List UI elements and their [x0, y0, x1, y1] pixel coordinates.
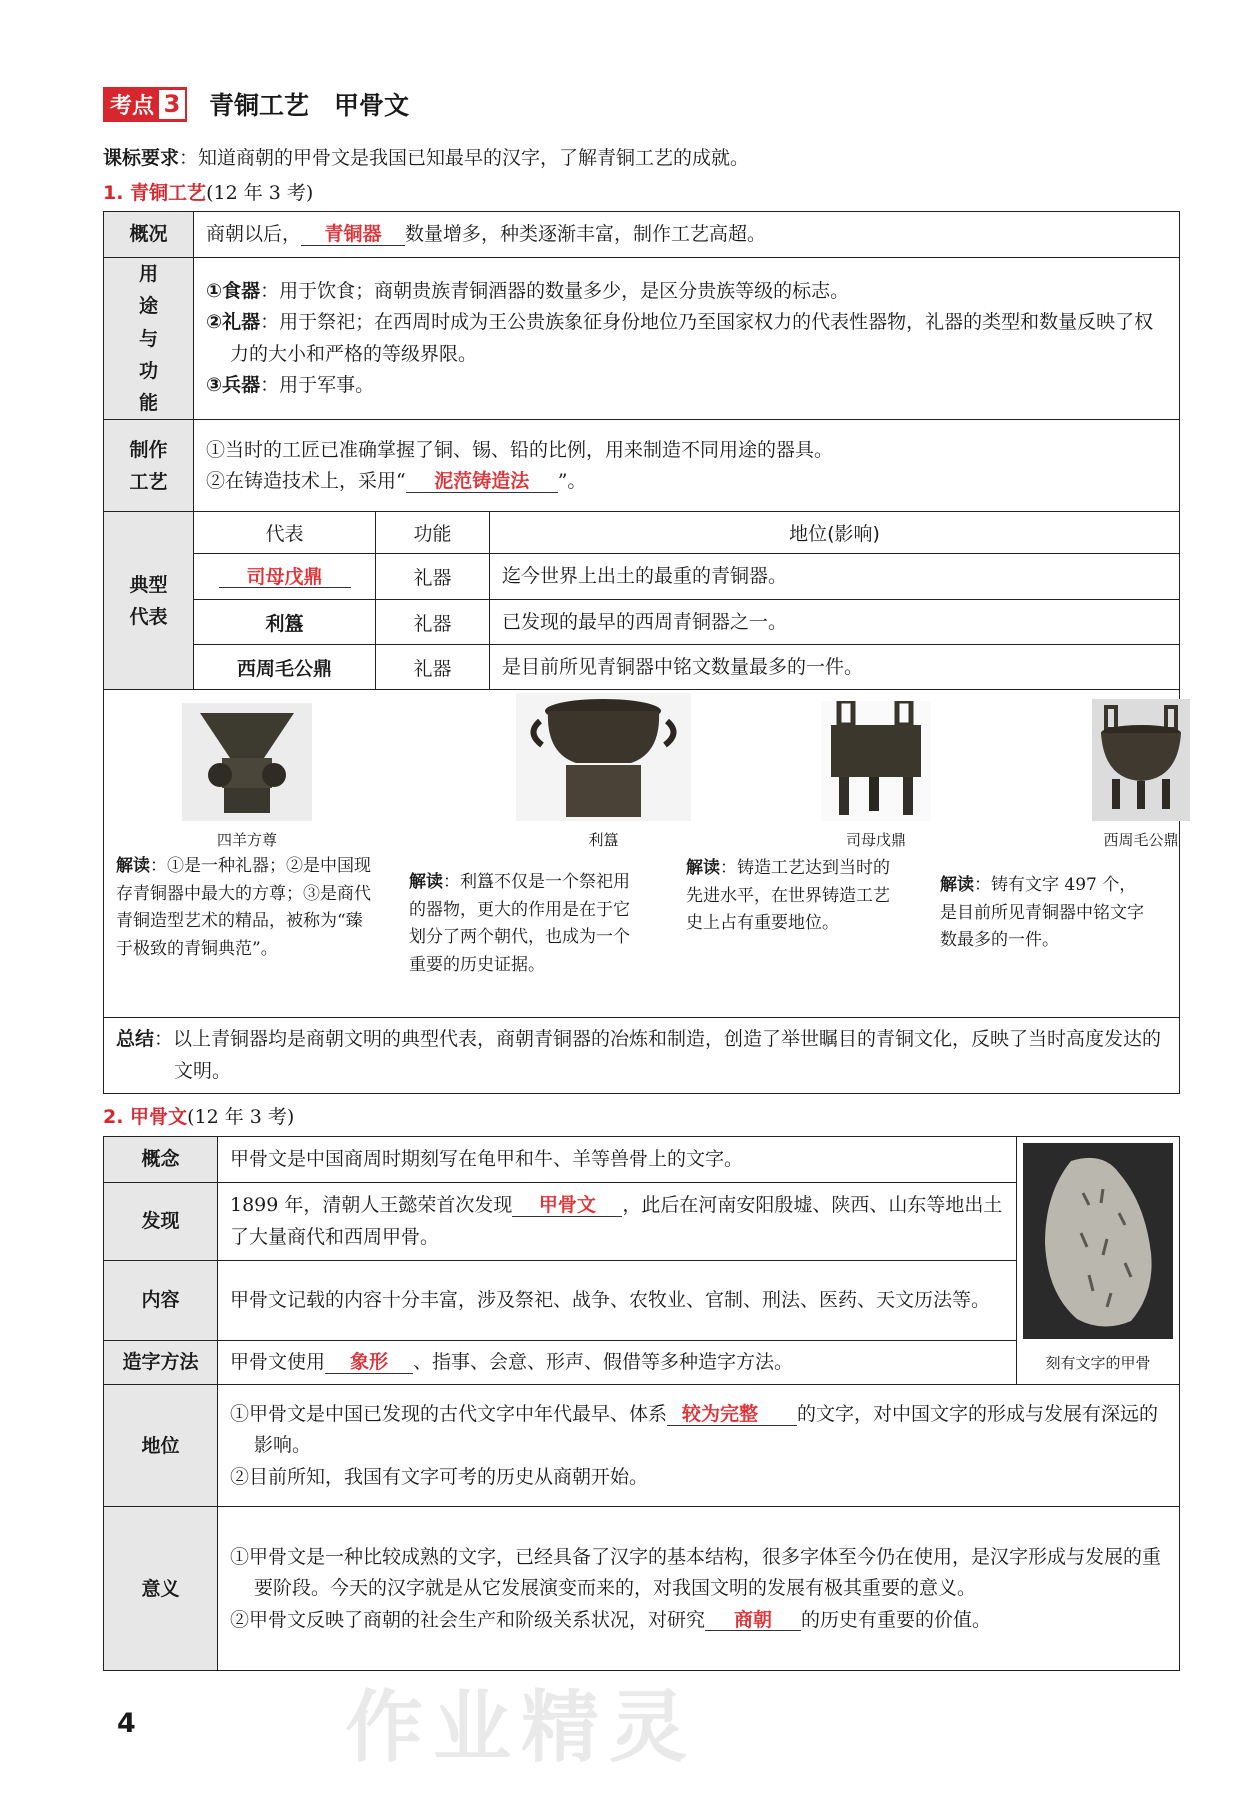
curriculum-requirement: 课标要求：知道商朝的甲骨文是我国已知最早的汉字，了解青铜工艺的成就。	[103, 147, 750, 169]
topic-header	[103, 86, 409, 122]
bronze-table	[103, 211, 1180, 1094]
oracle-bone-image	[1023, 1143, 1173, 1339]
discovery-label: 发现	[104, 1183, 218, 1261]
status-content: ①甲骨文是中国已发现的古代文字中年代最早、体系 较为完整 的文字，对中国文字的形成与发展有深远的影响。 ②目前所知，我国有文字可考的历史从商朝开始。	[218, 1385, 1180, 1507]
typical-header: 代表	[194, 512, 376, 554]
figure-note: 解读：①是一种礼器；②是中国现存青铜器中最大的方尊；③是商代青铜造型艺术的精品，被称为“臻于极致的青铜典范”。	[116, 855, 371, 959]
answer-blank: 商朝	[705, 1610, 801, 1632]
li-gui-image	[516, 693, 691, 821]
answer-blank: 泥范铸造法	[406, 471, 558, 493]
simuwu-ding-image	[821, 701, 931, 821]
concept-label: 概念	[104, 1137, 218, 1183]
watermark: 作业精灵	[345, 1683, 698, 1773]
maogong-ding-image	[1092, 699, 1190, 821]
craft-content: ①当时的工匠已准确掌握了铜、锡、铅的比例，用来制造不同用途的器具。 ②在铸造技术上，采用“ 泥范铸造法 ”。	[194, 420, 1180, 512]
table-row: 司母戊鼎 礼器 迄今世界上出土的最重的青铜器。	[104, 554, 1180, 600]
table-row: 西周毛公鼎 礼器 是目前所见青铜器中铭文数量最多的一件。	[104, 645, 1180, 690]
typical-header: 地位(影响)	[490, 512, 1180, 554]
discovery-content: 1899 年，清朝人王懿荣首次发现 甲骨文 ，此后在河南安阳殷墟、陕西、山东等地出土了大量商代和西周甲骨。	[218, 1183, 1017, 1261]
figure-note: 解读：利簋不仅是一个祭祀用的器物，更大的作用是在于它划分了两个朝代，也成为一个重要的历史证据。	[409, 871, 630, 975]
status-label: 地位	[104, 1385, 218, 1507]
section-heading-oracle: 2. 甲骨文(12 年 3 考)	[103, 1106, 295, 1128]
use-item: ①食器：用于饮食；商朝贵族青铜酒器的数量多少，是区分贵族等级的标志。	[206, 280, 850, 303]
meaning-label: 意义	[104, 1507, 218, 1671]
answer-blank: 甲骨文	[512, 1195, 622, 1217]
use-item: ②礼器：用于祭祀；在西周时成为王公贵族象征身份地位乃至国家权力的代表性器物，礼器的类型和数量反映了权力的大小和严格的等级界限。	[206, 311, 1154, 365]
craft-label: 制作工艺	[104, 420, 194, 512]
figures-panel	[104, 690, 1180, 1018]
figure-note: 解读：铸有文字 497 个，是目前所见青铜器中铭文字数最多的一件。	[940, 874, 1144, 951]
topic-number: 3	[158, 89, 186, 120]
use-label: 用途与功能	[104, 258, 194, 420]
use-content	[194, 258, 1180, 420]
method-content: 甲骨文使用 象形 、指事、会意、形声、假借等多种造字方法。	[218, 1341, 1017, 1385]
answer-blank: 较为完整	[667, 1404, 797, 1426]
use-item: ③兵器：用于军事。	[206, 374, 375, 397]
overview-label: 概况	[104, 212, 194, 258]
method-label: 造字方法	[104, 1341, 218, 1385]
oracle-table: 概念 甲骨文是中国商周时期刻写在龟甲和牛、羊等兽骨上的文字。 刻有文字的甲骨 发现 1899 年，清朝人王懿荣首次发现 甲骨文 ，此后在河南安阳殷墟、陕西、山东等地出土了大量商代和西周甲骨。 内容 甲骨文记载的内容十分丰富，涉及祭祀、战争、农牧业、官制、刑法、医药、天文历法等。 造字方法 甲骨文使用 象形 、指事、会意、形声、假借等多种造字方法。 地位 ①甲骨文是中国已发现的古代文字中年代最早、体系 较为完整 的文字，对中国文字的形成与发展有深远的影响。 ②目前所知，我国有文字可考的历史从商朝开始。 意义 ①甲骨文是一种比较成熟的文字，已经具备了汉字的基本结构，很多字体至今仍在使用，是汉字形成与发展的重要阶段。今天的汉字就是从它发展演变而来的，对我国文明的发展有极其重要的意义。 ②甲骨文反映了商朝的社会生产和阶级关系状况，对研究 商朝 的历史有重要的价值。	[103, 1136, 1180, 1671]
overview-content: 商朝以后， 青铜器 数量增多，种类逐渐丰富，制作工艺高超。	[194, 212, 1180, 258]
topic-badge: 考点 3	[103, 87, 187, 122]
page-number: 4	[117, 1708, 136, 1739]
typical-header: 功能	[376, 512, 490, 554]
page-title: 青铜工艺 甲骨文	[209, 91, 410, 120]
content-label: 内容	[104, 1261, 218, 1341]
meaning-content: ①甲骨文是一种比较成熟的文字，已经具备了汉字的基本结构，很多字体至今仍在使用，是汉字形成与发展的重要阶段。今天的汉字就是从它发展演变而来的，对我国文明的发展有极其重要的意义。 ②甲骨文反映了商朝的社会生产和阶级关系状况，对研究 商朝 的历史有重要的价值。	[218, 1507, 1180, 1671]
figure-note: 解读：铸造工艺达到当时的先进水平，在世界铸造工艺史上占有重要地位。	[686, 857, 890, 934]
four-ram-zun-image	[182, 703, 312, 821]
section-heading-bronze: 1. 青铜工艺(12 年 3 考)	[103, 182, 314, 204]
answer-blank: 象形	[325, 1352, 413, 1374]
figure: 西周毛公鼎	[1092, 699, 1190, 850]
summary: 总结：以上青铜器均是商朝文明的典型代表，商朝青铜器的冶炼和制造，创造了举世瞩目的青铜文化，反映了当时高度发达的文明。	[104, 1018, 1180, 1094]
table-row: 利簋 礼器 已发现的最早的西周青铜器之一。	[104, 600, 1180, 645]
answer-blank: 司母戊鼎	[219, 567, 351, 589]
oracle-bone-figure: 刻有文字的甲骨	[1017, 1137, 1180, 1385]
figure: 利簋	[516, 693, 691, 850]
figure: 四羊方尊	[182, 703, 312, 850]
answer-blank: 青铜器	[301, 224, 405, 246]
figure: 司母戊鼎	[821, 701, 931, 850]
typical-label: 典型代表	[104, 512, 194, 690]
